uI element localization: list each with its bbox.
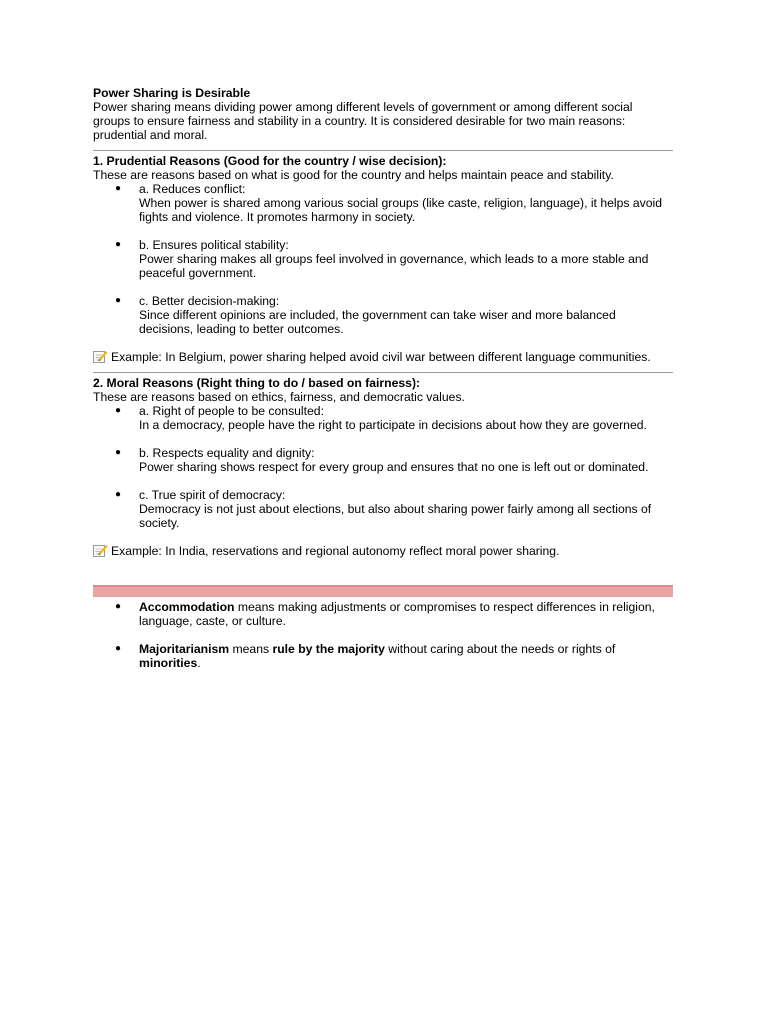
prudential-example [93, 350, 673, 364]
bullet: ● [115, 239, 122, 250]
bullet: ● [115, 183, 122, 194]
moral-heading: 2. Moral Reasons (Right thing to do / based on fairness): [93, 376, 421, 390]
list-item [93, 404, 673, 432]
intro-paragraph: Power sharing means dividing power among different levels of government or among different social groups to ensure fairness and stability in a country. It is considered desirable for two main reasons: prudential and moral. [93, 100, 633, 142]
memo-pencil-icon [93, 350, 108, 363]
item-label: b. Ensures political stability: [139, 238, 289, 252]
document-page [93, 86, 673, 684]
item-label: a. Reduces conflict: [139, 182, 246, 196]
item-detail: Power sharing shows respect for every group and ensures that no one is left out or dominated. [139, 460, 649, 474]
definition-emphasis: rule by the majority [272, 642, 385, 656]
definition-emphasis: minorities [139, 656, 198, 670]
divider [93, 150, 673, 151]
term-majoritarianism: Majoritarianism [139, 642, 230, 656]
moral-example [93, 544, 673, 558]
example-text: Example: In Belgium, power sharing helped avoid civil war between different language communities. [111, 350, 651, 364]
moral-description: These are reasons based on ethics, fairness, and democratic values. [93, 390, 465, 404]
item-label: c. Better decision-making: [139, 294, 280, 308]
item-label: b. Respects equality and dignity: [139, 446, 315, 460]
list-item [93, 600, 673, 628]
list-item [93, 488, 673, 530]
definition-text: . [197, 656, 201, 670]
item-detail: Since different opinions are included, the government can take wiser and more balanced decisions, leading to better outcomes. [139, 308, 616, 336]
item-detail: Power sharing makes all groups feel involved in governance, which leads to a more stable and peaceful government. [139, 252, 649, 280]
bullet: ● [115, 295, 122, 306]
definitions-list [93, 600, 673, 670]
list-item [93, 182, 673, 224]
bullet: ● [115, 489, 122, 500]
prudential-description: These are reasons based on what is good for the country and helps maintain peace and stability. [93, 168, 614, 182]
prudential-heading: 1. Prudential Reasons (Good for the country / wise decision): [93, 154, 447, 168]
list-item [93, 238, 673, 280]
item-detail: In a democracy, people have the right to participate in decisions about how they are governed. [139, 418, 647, 432]
document-title: Power Sharing is Desirable [93, 86, 251, 100]
definition-text: means [229, 642, 273, 656]
bullet: ● [115, 643, 122, 654]
memo-pencil-icon [93, 544, 108, 557]
list-item [93, 642, 673, 670]
term-accommodation: Accommodation [139, 600, 235, 614]
item-detail: When power is shared among various social groups (like caste, religion, language), it helps avoid fights and violence. It promotes harmony in society. [139, 196, 662, 224]
divider [93, 372, 673, 373]
item-label: a. Right of people to be consulted: [139, 404, 324, 418]
item-label: c. True spirit of democracy: [139, 488, 286, 502]
definition-text: without caring about the needs or rights of [384, 642, 616, 656]
list-item [93, 294, 673, 336]
definition-text: means making adjustments or compromises to respect differences in religion, language, caste, or culture. [139, 600, 655, 628]
item-detail: Democracy is not just about elections, but also about sharing power fairly among all sections of society. [139, 502, 652, 530]
example-text: Example: In India, reservations and regional autonomy reflect moral power sharing. [111, 544, 560, 558]
bullet: ● [115, 405, 122, 416]
bullet: ● [115, 601, 122, 612]
moral-list [93, 404, 673, 530]
prudential-list [93, 182, 673, 336]
list-item [93, 446, 673, 474]
highlight-bar [93, 585, 673, 597]
bullet: ● [115, 447, 122, 458]
